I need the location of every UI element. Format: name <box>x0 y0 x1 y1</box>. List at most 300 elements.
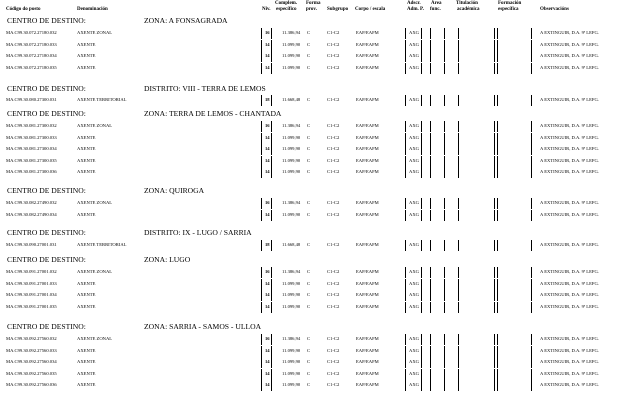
section-heading <box>7 84 266 93</box>
cell-border <box>430 290 445 301</box>
cell-border <box>430 380 445 391</box>
cell-niv: 16 <box>265 30 270 35</box>
cell-sub: C1-C2 <box>327 211 340 217</box>
cell-niv: 14 <box>265 292 270 297</box>
header-denominacion: Denominación <box>77 7 108 12</box>
cell-border <box>458 167 495 178</box>
cell-obs: A EXTINGUIR, D.A. 9ª LEFG. <box>540 211 599 217</box>
cell-border <box>430 156 445 167</box>
cell-adscr: AXG <box>409 200 419 205</box>
cell-complem: 11.668,48 <box>282 242 301 247</box>
table-row <box>0 144 617 155</box>
cell-forma: C <box>307 242 311 247</box>
table-row <box>0 290 617 301</box>
cell-complem: 11.099,90 <box>282 41 301 47</box>
cell-corpo: EAP/EAFM <box>356 303 379 309</box>
table-row <box>0 346 617 357</box>
cell-border <box>458 290 495 301</box>
header-codigo: Código do posto <box>6 7 41 12</box>
cell-niv: 16 <box>265 269 270 274</box>
cell-forma: C <box>307 30 311 35</box>
header-adscr-2: Adm. P. <box>407 7 424 12</box>
cell-border <box>458 133 495 144</box>
cell-border <box>458 144 495 155</box>
cell-corpo: EAP/EAFM <box>356 292 379 297</box>
section-heading <box>7 186 204 195</box>
cell-sub: C1-C2 <box>327 169 340 174</box>
cell-border <box>458 267 495 278</box>
cell-niv: 14 <box>265 146 270 151</box>
cell-border <box>497 334 532 345</box>
cell-forma: C <box>307 269 311 274</box>
cell-border <box>430 357 445 368</box>
cell-obs: A EXTINGUIR, D.A. 9ª LEFG. <box>540 123 599 128</box>
cell-denom: AXENTE <box>77 359 96 364</box>
cell-adscr: AXG <box>409 347 419 353</box>
cell-adscr: AXG <box>409 123 419 128</box>
cell-border <box>497 28 532 39</box>
cell-code: MA.C99.30.082.27490.032 <box>6 200 57 205</box>
header-complemento: Complem. <box>275 1 298 6</box>
cell-border <box>458 63 495 74</box>
cell-border <box>430 240 445 251</box>
section-name: DISTRITO: IX - LUGO / SARRIA <box>144 228 252 237</box>
cell-denom: AXENTE <box>77 146 96 151</box>
cell-code: MA.C99.30.080.27300.031 <box>6 97 57 102</box>
cell-border <box>458 95 495 106</box>
cell-border <box>497 133 532 144</box>
cell-complem: 11.386,94 <box>282 200 301 205</box>
cell-corpo: EAP/EAFM <box>356 169 379 174</box>
cell-corpo: EAP/EAFM <box>356 280 379 286</box>
header-titulacion-2: académica <box>457 7 480 12</box>
header-area: Área <box>431 1 442 6</box>
cell-corpo: EAP/EAFM <box>356 359 379 364</box>
section-label: CENTRO DE DESTINO: <box>7 186 86 195</box>
cell-sub: C1-C2 <box>327 359 340 364</box>
cell-sub: C1-C2 <box>327 370 340 376</box>
section-heading <box>7 322 261 331</box>
cell-sub: C1-C2 <box>327 242 340 247</box>
cell-code: MA.C99.30.092.27560.034 <box>6 359 57 364</box>
cell-forma: C <box>307 97 311 102</box>
cell-adscr: AXG <box>409 157 419 163</box>
cell-denom: AXENTE <box>77 53 96 58</box>
cell-complem: 11.099,90 <box>282 53 301 58</box>
cell-sub: C1-C2 <box>327 382 340 387</box>
table-row <box>0 133 617 144</box>
cell-border <box>497 40 532 51</box>
cell-complem: 11.099,90 <box>282 303 301 309</box>
cell-code: MA.C99.30.090.27001.031 <box>6 242 57 247</box>
cell-complem: 11.099,90 <box>282 359 301 364</box>
cell-obs: A EXTINGUIR, D.A. 9ª LEFG. <box>540 359 599 364</box>
cell-sub: C1-C2 <box>327 280 340 286</box>
cell-border <box>458 380 495 391</box>
cell-code: MA.C99.30.092.27560.036 <box>6 382 57 387</box>
cell-obs: A EXTINGUIR, D.A. 9ª LEFG. <box>540 347 599 353</box>
cell-obs: A EXTINGUIR, D.A. 9ª LEFG. <box>540 30 599 35</box>
cell-border <box>497 51 532 62</box>
cell-adscr: AXG <box>409 303 419 309</box>
cell-complem: 11.386,94 <box>282 269 301 274</box>
cell-denom: AXENTE ZONAL <box>77 123 113 128</box>
cell-forma: C <box>307 303 311 309</box>
cell-corpo: EAP/EAFM <box>356 336 379 341</box>
cell-denom: AXENTE <box>77 41 96 47</box>
cell-denom: AXENTE <box>77 370 96 376</box>
section-heading <box>7 228 252 237</box>
header-adscr: Adscr. <box>407 1 421 6</box>
cell-border <box>458 28 495 39</box>
cell-code: MA.C99.30.072.27180.033 <box>6 41 57 47</box>
cell-denom: AXENTE <box>77 157 96 163</box>
cell-code: MA.C99.30.072.27180.032 <box>6 30 57 35</box>
cell-denom: AXENTE ZONAL <box>77 336 113 341</box>
cell-adscr: AXG <box>409 242 419 247</box>
cell-corpo: EAP/EAFM <box>356 157 379 163</box>
cell-code: MA.C99.30.092.27560.033 <box>6 347 57 353</box>
cell-forma: C <box>307 41 311 47</box>
section-name: ZONA: QUIROGA <box>144 186 205 195</box>
cell-adscr: AXG <box>409 134 419 140</box>
cell-obs: A EXTINGUIR, D.A. 9ª LEFG. <box>540 242 599 247</box>
table-row <box>0 369 617 380</box>
table-row <box>0 40 617 51</box>
cell-adscr: AXG <box>409 280 419 286</box>
cell-corpo: EAP/EAFM <box>356 64 379 70</box>
cell-code: MA.C99.30.091.27001.035 <box>6 303 57 309</box>
cell-forma: C <box>307 123 311 128</box>
cell-adscr: AXG <box>409 370 419 376</box>
cell-corpo: EAP/EAFM <box>356 30 379 35</box>
cell-border <box>458 51 495 62</box>
section-label: CENTRO DE DESTINO: <box>7 84 86 93</box>
table-row <box>0 51 617 62</box>
cell-border <box>430 144 445 155</box>
cell-code: MA.C99.30.081.27300.032 <box>6 123 57 128</box>
cell-sub: C1-C2 <box>327 64 340 70</box>
cell-sub: C1-C2 <box>327 157 340 163</box>
cell-sub: C1-C2 <box>327 200 340 205</box>
cell-corpo: EAP/EAFM <box>356 382 379 387</box>
section-name: ZONA: TERRA DE LEMOS - CHANTADA <box>144 109 282 118</box>
cell-border <box>497 267 532 278</box>
cell-complem: 11.099,90 <box>282 280 301 286</box>
cell-border <box>430 279 445 290</box>
cell-niv: 14 <box>265 41 270 47</box>
cell-adscr: AXG <box>409 146 419 151</box>
cell-border <box>497 121 532 132</box>
table-row <box>0 302 617 313</box>
cell-corpo: EAP/EAFM <box>356 97 379 102</box>
cell-border <box>458 156 495 167</box>
cell-border <box>497 240 532 251</box>
cell-adscr: AXG <box>409 97 419 102</box>
cell-forma: C <box>307 157 311 163</box>
cell-complem: 11.099,90 <box>282 382 301 387</box>
cell-denom: AXENTE <box>77 303 96 309</box>
cell-denom: AXENTE <box>77 64 96 70</box>
cell-adscr: AXG <box>409 53 419 58</box>
table-row <box>0 267 617 278</box>
cell-code: MA.C99.30.081.27300.035 <box>6 157 57 163</box>
cell-obs: A EXTINGUIR, D.A. 9ª LEFG. <box>540 146 599 151</box>
cell-niv: 14 <box>265 347 270 353</box>
cell-denom: AXENTE TERRITORIAL <box>77 242 127 247</box>
cell-sub: C1-C2 <box>327 134 340 140</box>
cell-border <box>430 334 445 345</box>
cell-border <box>497 167 532 178</box>
cell-forma: C <box>307 211 311 217</box>
table-row <box>0 28 617 39</box>
cell-complem: 11.099,90 <box>282 292 301 297</box>
cell-border <box>430 167 445 178</box>
cell-obs: A EXTINGUIR, D.A. 9ª LEFG. <box>540 382 599 387</box>
cell-border <box>458 279 495 290</box>
cell-code: MA.C99.30.091.27001.033 <box>6 280 57 286</box>
header-observacions: Observacións <box>540 7 569 12</box>
cell-border <box>458 210 495 221</box>
section-name: DISTRITO: VIII - TERRA DE LEMOS <box>144 84 266 93</box>
cell-border <box>430 267 445 278</box>
cell-corpo: EAP/EAFM <box>356 123 379 128</box>
cell-forma: C <box>307 370 311 376</box>
cell-niv: 14 <box>265 169 270 174</box>
cell-denom: AXENTE ZONAL <box>77 30 113 35</box>
cell-denom: AXENTE TERRITORIAL <box>77 97 127 102</box>
cell-adscr: AXG <box>409 359 419 364</box>
cell-niv: 14 <box>265 211 270 217</box>
header-formacion-2: específica <box>498 7 519 12</box>
cell-obs: A EXTINGUIR, D.A. 9ª LEFG. <box>540 41 599 47</box>
cell-code: MA.C99.30.081.27300.034 <box>6 146 57 151</box>
cell-border <box>458 121 495 132</box>
cell-border <box>430 302 445 313</box>
cell-denom: AXENTE <box>77 134 96 140</box>
section-name: ZONA: A FONSAGRADA <box>144 16 228 25</box>
section-heading <box>7 16 228 25</box>
cell-forma: C <box>307 134 311 140</box>
cell-sub: C1-C2 <box>327 336 340 341</box>
table-row <box>0 121 617 132</box>
cell-complem: 11.099,90 <box>282 64 301 70</box>
cell-border <box>497 302 532 313</box>
cell-adscr: AXG <box>409 169 419 174</box>
header-complemento-2: específico <box>276 7 297 12</box>
section-name: ZONA: LUGO <box>144 255 191 264</box>
cell-niv: 16 <box>265 123 270 128</box>
cell-adscr: AXG <box>409 269 419 274</box>
cell-corpo: EAP/EAFM <box>356 53 379 58</box>
section-label: CENTRO DE DESTINO: <box>7 322 86 331</box>
section-label: CENTRO DE DESTINO: <box>7 16 86 25</box>
header-nivel: Niv. <box>262 7 271 12</box>
cell-sub: C1-C2 <box>327 303 340 309</box>
cell-code: MA.C99.30.081.27300.033 <box>6 134 57 140</box>
cell-border <box>458 346 495 357</box>
cell-forma: C <box>307 382 311 387</box>
section-label: CENTRO DE DESTINO: <box>7 255 86 264</box>
cell-sub: C1-C2 <box>327 146 340 151</box>
cell-niv: 14 <box>265 359 270 364</box>
cell-niv: 16 <box>265 336 270 341</box>
cell-denom: AXENTE <box>77 169 96 174</box>
cell-border <box>497 346 532 357</box>
cell-obs: A EXTINGUIR, D.A. 9ª LEFG. <box>540 97 599 102</box>
cell-forma: C <box>307 347 311 353</box>
cell-niv: 14 <box>265 134 270 140</box>
header-forma: Forma <box>306 1 321 6</box>
cell-border <box>497 144 532 155</box>
cell-border <box>430 28 445 39</box>
cell-border <box>497 279 532 290</box>
cell-border <box>458 240 495 251</box>
table-row <box>0 63 617 74</box>
cell-border <box>458 369 495 380</box>
cell-corpo: EAP/EAFM <box>356 134 379 140</box>
cell-adscr: AXG <box>409 41 419 47</box>
cell-code: MA.C99.30.081.27300.036 <box>6 169 57 174</box>
cell-complem: 11.386,94 <box>282 30 301 35</box>
cell-code: MA.C99.30.092.27560.032 <box>6 336 57 341</box>
section-name: ZONA: SARRIA - SAMOS - ULLOA <box>144 322 262 331</box>
cell-complem: 11.386,94 <box>282 123 301 128</box>
cell-obs: A EXTINGUIR, D.A. 9ª LEFG. <box>540 269 599 274</box>
cell-denom: AXENTE ZONAL <box>77 269 113 274</box>
header-titulacion: Titulación <box>456 1 478 6</box>
cell-complem: 11.099,90 <box>282 134 301 140</box>
cell-sub: C1-C2 <box>327 123 340 128</box>
cell-complem: 11.099,90 <box>282 169 301 174</box>
cell-denom: AXENTE <box>77 292 96 297</box>
cell-obs: A EXTINGUIR, D.A. 9ª LEFG. <box>540 169 599 174</box>
cell-sub: C1-C2 <box>327 53 340 58</box>
cell-code: MA.C99.30.072.27180.034 <box>6 53 57 58</box>
cell-niv: 18 <box>265 97 270 102</box>
cell-border <box>430 346 445 357</box>
cell-sub: C1-C2 <box>327 347 340 353</box>
cell-obs: A EXTINGUIR, D.A. 9ª LEFG. <box>540 64 599 70</box>
cell-border <box>430 95 445 106</box>
header-forma-2: prov. <box>306 7 317 12</box>
table-row <box>0 279 617 290</box>
cell-border <box>458 357 495 368</box>
cell-niv: 14 <box>265 370 270 376</box>
table-row <box>0 380 617 391</box>
table-row <box>0 357 617 368</box>
cell-niv: 14 <box>265 64 270 70</box>
cell-sub: C1-C2 <box>327 30 340 35</box>
cell-border <box>458 198 495 209</box>
cell-border <box>497 63 532 74</box>
cell-code: MA.C99.30.082.27490.034 <box>6 211 57 217</box>
table-row <box>0 210 617 221</box>
cell-niv: 14 <box>265 382 270 387</box>
cell-border <box>497 198 532 209</box>
cell-border <box>458 40 495 51</box>
cell-border <box>458 302 495 313</box>
header-subgrupo: Subgrupo <box>327 7 349 12</box>
cell-adscr: AXG <box>409 382 419 387</box>
cell-corpo: EAP/EAFM <box>356 146 379 151</box>
table-row <box>0 156 617 167</box>
cell-niv: 18 <box>265 242 270 247</box>
cell-niv: 14 <box>265 157 270 163</box>
cell-complem: 11.099,90 <box>282 370 301 376</box>
cell-forma: C <box>307 169 311 174</box>
cell-border <box>497 357 532 368</box>
cell-forma: C <box>307 64 311 70</box>
cell-denom: AXENTE <box>77 211 96 217</box>
cell-border <box>497 95 532 106</box>
cell-denom: AXENTE <box>77 280 96 286</box>
cell-sub: C1-C2 <box>327 292 340 297</box>
cell-obs: A EXTINGUIR, D.A. 9ª LEFG. <box>540 200 599 205</box>
cell-complem: 11.668,48 <box>282 97 301 102</box>
header-corpo: Corpo / escala <box>355 7 386 12</box>
cell-adscr: AXG <box>409 336 419 341</box>
cell-border <box>430 121 445 132</box>
cell-border <box>430 133 445 144</box>
cell-denom: AXENTE <box>77 347 96 353</box>
cell-complem: 11.386,94 <box>282 336 301 341</box>
cell-obs: A EXTINGUIR, D.A. 9ª LEFG. <box>540 134 599 140</box>
cell-denom: AXENTE ZONAL <box>77 200 113 205</box>
header-formacion: Formación <box>498 1 522 6</box>
cell-sub: C1-C2 <box>327 269 340 274</box>
cell-niv: 14 <box>265 53 270 58</box>
cell-obs: A EXTINGUIR, D.A. 9ª LEFG. <box>540 280 599 286</box>
cell-obs: A EXTINGUIR, D.A. 9ª LEFG. <box>540 292 599 297</box>
cell-corpo: EAP/EAFM <box>356 370 379 376</box>
cell-forma: C <box>307 200 311 205</box>
table-row <box>0 95 617 106</box>
cell-obs: A EXTINGUIR, D.A. 9ª LEFG. <box>540 336 599 341</box>
cell-obs: A EXTINGUIR, D.A. 9ª LEFG. <box>540 53 599 58</box>
cell-corpo: EAP/EAFM <box>356 269 379 274</box>
cell-corpo: EAP/EAFM <box>356 200 379 205</box>
cell-border <box>497 369 532 380</box>
cell-border <box>430 63 445 74</box>
section-label: CENTRO DE DESTINO: <box>7 109 86 118</box>
cell-adscr: AXG <box>409 30 419 35</box>
cell-border <box>430 198 445 209</box>
cell-corpo: EAP/EAFM <box>356 211 379 217</box>
cell-code: MA.C99.30.091.27001.032 <box>6 269 57 274</box>
cell-forma: C <box>307 292 311 297</box>
section-label: CENTRO DE DESTINO: <box>7 228 86 237</box>
section-heading <box>7 255 190 264</box>
table-row <box>0 334 617 345</box>
cell-niv: 14 <box>265 280 270 286</box>
cell-code: MA.C99.30.091.27001.034 <box>6 292 57 297</box>
cell-adscr: AXG <box>409 211 419 217</box>
cell-code: MA.C99.30.092.27560.035 <box>6 370 57 376</box>
table-row <box>0 167 617 178</box>
cell-forma: C <box>307 336 311 341</box>
cell-border <box>497 380 532 391</box>
table-row <box>0 198 617 209</box>
cell-code: MA.C99.30.072.27180.035 <box>6 64 57 70</box>
table-row <box>0 240 617 251</box>
cell-border <box>497 210 532 221</box>
cell-adscr: AXG <box>409 64 419 70</box>
cell-niv: 14 <box>265 303 270 309</box>
header-area-2: func. <box>430 7 441 12</box>
cell-sub: C1-C2 <box>327 97 340 102</box>
cell-border <box>497 156 532 167</box>
